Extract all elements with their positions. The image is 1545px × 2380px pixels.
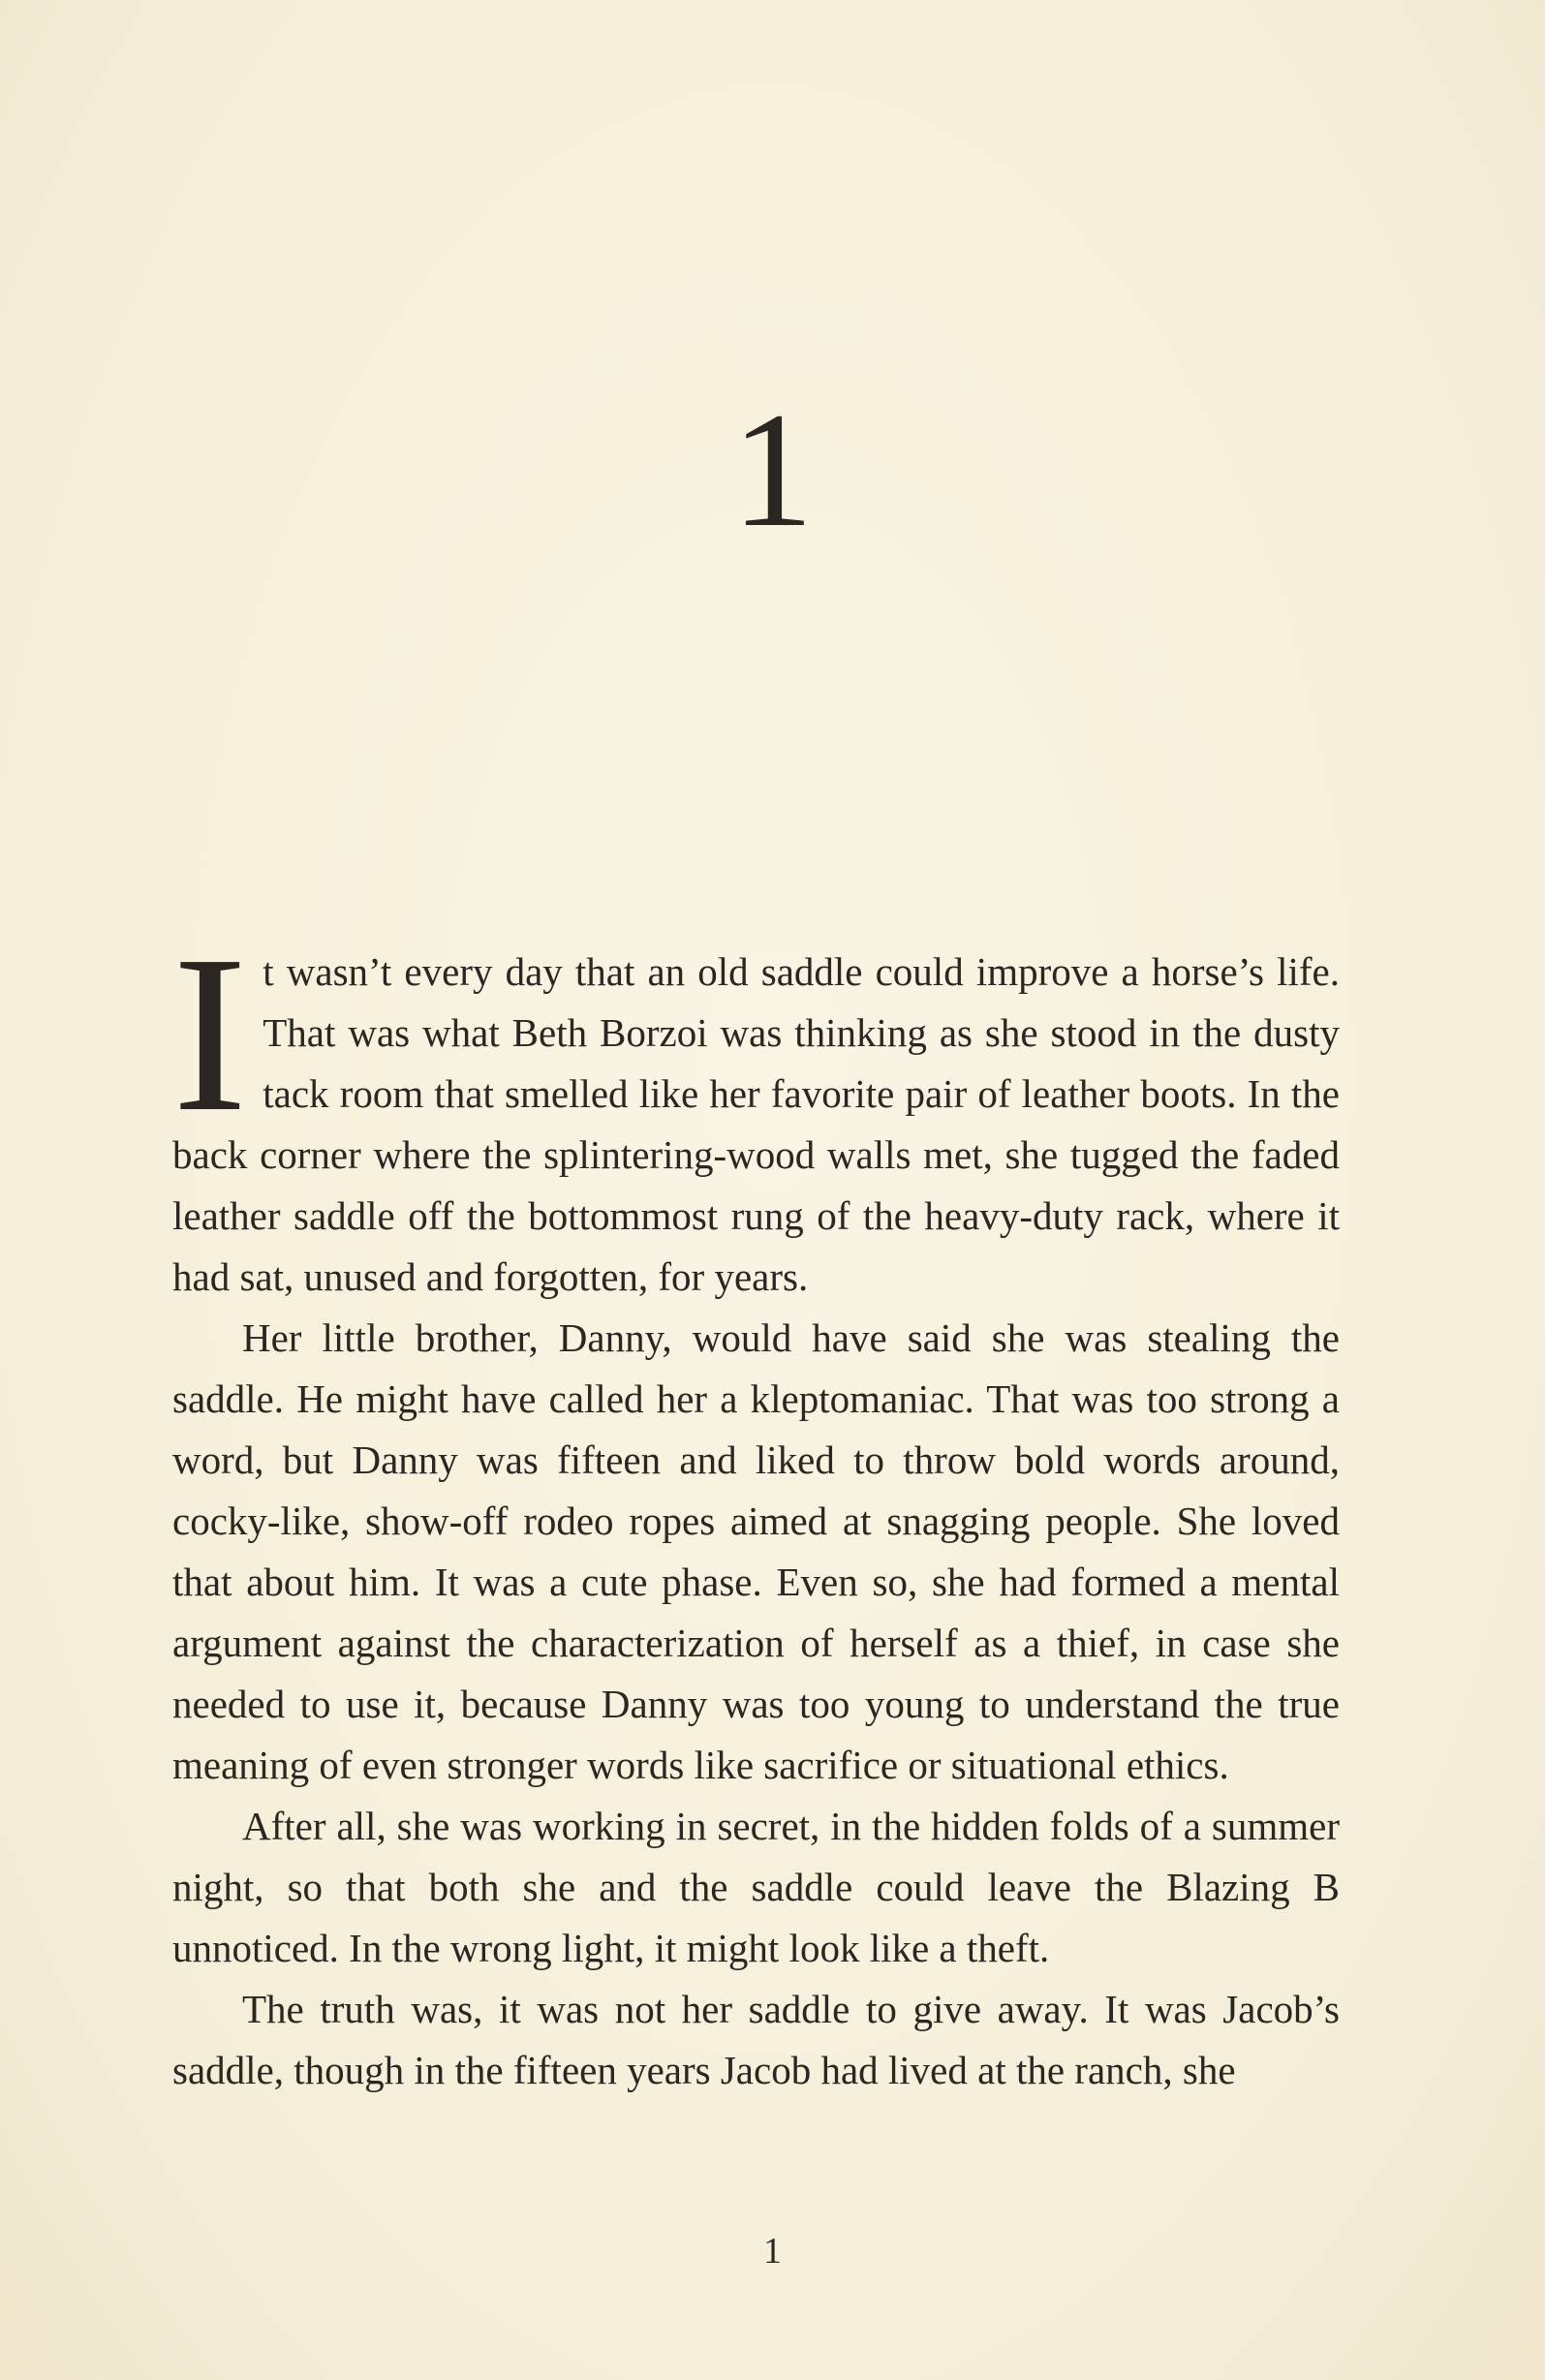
paragraph-4: The truth was, it was not her saddle to give away. It was Jacob’s saddle, though in the fifteen years Jacob had lived at the ranch, she — [172, 1987, 1340, 2092]
paragraph-1 — [172, 910, 1340, 1308]
drop-cap: I — [172, 910, 248, 1159]
paragraph-1-text: t wasn’t every day that an old saddle could improve a horse’s life. That was what Beth Borzoi was thinking as she stood in the dusty tack room that smelled like her favorite pair of leather boots. In the back corner where the splintering-wood walls met, she tugged the faded leather saddle off the bottommost rung of the heavy-duty rack, where it had sat, unused and forgotten, for years. — [172, 949, 1340, 1299]
paragraph-3: After all, she was working in secret, in the hidden folds of a summer night, so that both she and the saddle could leave the Blazing B unnoticed. In the wrong light, it might look like a theft. — [172, 1804, 1340, 1970]
chapter-text — [172, 910, 1340, 2101]
chapter-number: 1 — [731, 379, 814, 561]
page-number: 1 — [763, 2231, 782, 2272]
paragraph-2: Her little brother, Danny, would have said she was stealing the saddle. He might have called her a kleptomaniac. That was too strong a word, but Danny was fifteen and liked to throw bold words around, cocky-like, show-off rodeo ropes aimed at snagging people. She loved that about him. It was a cute phase. Even so, she had formed a mental argument against the characterization of herself as a thief, in case she needed to use it, because Danny was too young to understand the true meaning of even stronger words like sacrifice or situational ethics. — [172, 1315, 1340, 1787]
